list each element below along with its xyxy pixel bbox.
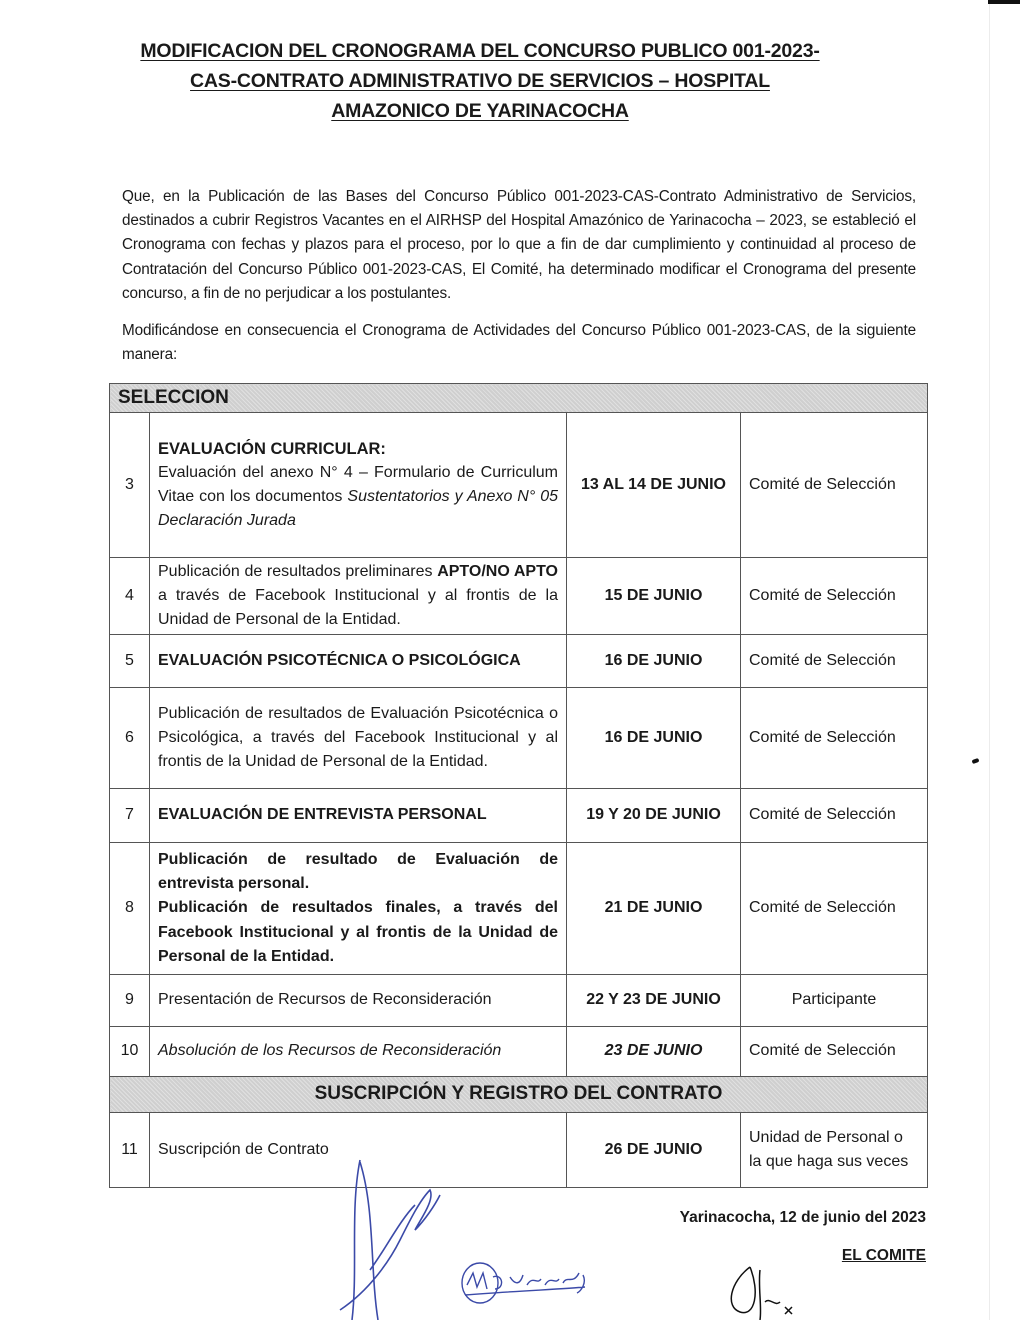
activity-cell: Absolución de los Recursos de Reconsideración [150,1027,567,1077]
place-and-date: Yarinacocha, 12 de junio del 2023 [679,1209,926,1226]
activity-text: Evaluación del anexo N° 4 – Formulario de Curriculum Vitae con los documentos [158,463,558,505]
section-header-seleccion [110,384,928,413]
activity-cell: EVALUACIÓN DE ENTREVISTA PERSONAL [150,789,567,843]
row-number: 7 [110,789,150,843]
responsible-cell: Comité de Selección [741,1027,928,1077]
responsible-cell: Participante [741,975,928,1027]
scan-stray-mark [972,758,980,764]
activity-line: Publicación de resultado de Evaluación de entrevista personal. [158,850,558,893]
row-number: 5 [110,635,150,688]
activity-title: EVALUACIÓN CURRICULAR: [158,439,386,458]
responsible-cell: Comité de Selección [741,843,928,975]
row-number: 8 [110,843,150,975]
schedule-table [109,383,928,1188]
activity-cell: EVALUACIÓN PSICOTÉCNICA O PSICOLÓGICA [150,635,567,688]
table-row [110,1027,928,1077]
section-title: SELECCION [110,384,928,413]
activity-cell: Publicación de resultados de Evaluación Psicotécnica o Psicológica, a través del Facebook Institucional y al frontis de la Unidad de Personal de la Entidad. [150,688,567,789]
row-number: 6 [110,688,150,789]
row-number: 11 [110,1113,150,1188]
activity-text: Publicación de resultados preliminares [158,562,438,580]
activity-cell [150,843,567,975]
document-title [100,36,860,126]
scan-corner-mark [988,0,1020,4]
responsible-cell: Comité de Selección [741,789,928,843]
responsible-cell: Comité de Selección [741,635,928,688]
signature-1-icon [330,1150,460,1320]
activity-italic-text: Sustentatorios y Anexo N° 05 Declaración Jurada [158,488,558,530]
date-cell: 26 DE JUNIO [567,1113,741,1188]
activity-line: Publicación de resultados finales, a través del Facebook Institucional y al frontis de la Unidad de Personal de la Entidad. [158,899,558,965]
table-row [110,975,928,1027]
intro-paragraph: Que, en la Publicación de las Bases del Concurso Público 001-2023-CAS-Contrato Administrativo de Servicios, destinados a cubrir Registros Vacantes en el AIRHSP del Hospital Amazónico de Yarinacocha – 2023, se estableció el Cronograma con fechas y plazos para el proceso, por lo que a fin de dar cumplimiento y continuidad al proceso de Contratación del Concurso Público 001-2023-CAS, El Comité, ha determinado modificar el Cronograma del presente concurso, a fin de no perjudicar a los postulantes. [122,188,916,302]
activity-cell [150,413,567,558]
responsible-cell: Comité de Selección [741,688,928,789]
date-cell: 16 DE JUNIO [567,635,741,688]
responsible-cell: Unidad de Personal o la que haga sus veces [741,1113,928,1188]
table-row [110,688,928,789]
date-cell: 16 DE JUNIO [567,688,741,789]
modification-paragraph: Modificándose en consecuencia el Cronograma de Actividades del Concurso Público 001-2023-CAS, de la siguiente manera: [122,322,916,364]
table-row [110,1113,928,1188]
table-row [110,635,928,688]
activity-cell: Presentación de Recursos de Reconsideración [150,975,567,1027]
section-title: SUSCRIPCIÓN Y REGISTRO DEL CONTRATO [110,1077,928,1113]
table-row [110,843,928,975]
row-number: 10 [110,1027,150,1077]
table-row [110,789,928,843]
activity-text: a través de Facebook Institucional y al frontis de la Unidad de Personal de la Entidad. [158,586,558,629]
date-cell: 23 DE JUNIO [567,1027,741,1077]
title-line-3: AMAZONICO DE YARINACOCHA [331,100,629,122]
apto-no-apto-text: APTO/NO APTO [437,562,558,580]
date-cell: 13 AL 14 DE JUNIO [567,413,741,558]
signature-3-icon [720,1262,810,1320]
title-line-2: CAS-CONTRATO ADMINISTRATIVO DE SERVICIOS – HOSPITAL [190,70,770,92]
activity-cell: Suscripción de Contrato [150,1113,567,1188]
row-number: 4 [110,558,150,635]
responsible-cell: Comité de Selección [741,558,928,635]
row-number: 3 [110,413,150,558]
row-number: 9 [110,975,150,1027]
responsible-cell: Comité de Selección [741,413,928,558]
table-row [110,413,928,558]
signatory-label: EL COMITE [841,1247,926,1264]
table-row [110,558,928,635]
date-cell: 22 Y 23 DE JUNIO [567,975,741,1027]
date-cell: 15 DE JUNIO [567,558,741,635]
activity-cell [150,558,567,635]
title-line-1: MODIFICACION DEL CRONOGRAMA DEL CONCURSO PUBLICO 001-2023- [140,40,820,62]
scan-edge-line [989,4,990,1320]
signature-2-icon [455,1255,605,1305]
section-header-suscripcion [110,1077,928,1113]
date-cell: 19 Y 20 DE JUNIO [567,789,741,843]
date-cell: 21 DE JUNIO [567,843,741,975]
